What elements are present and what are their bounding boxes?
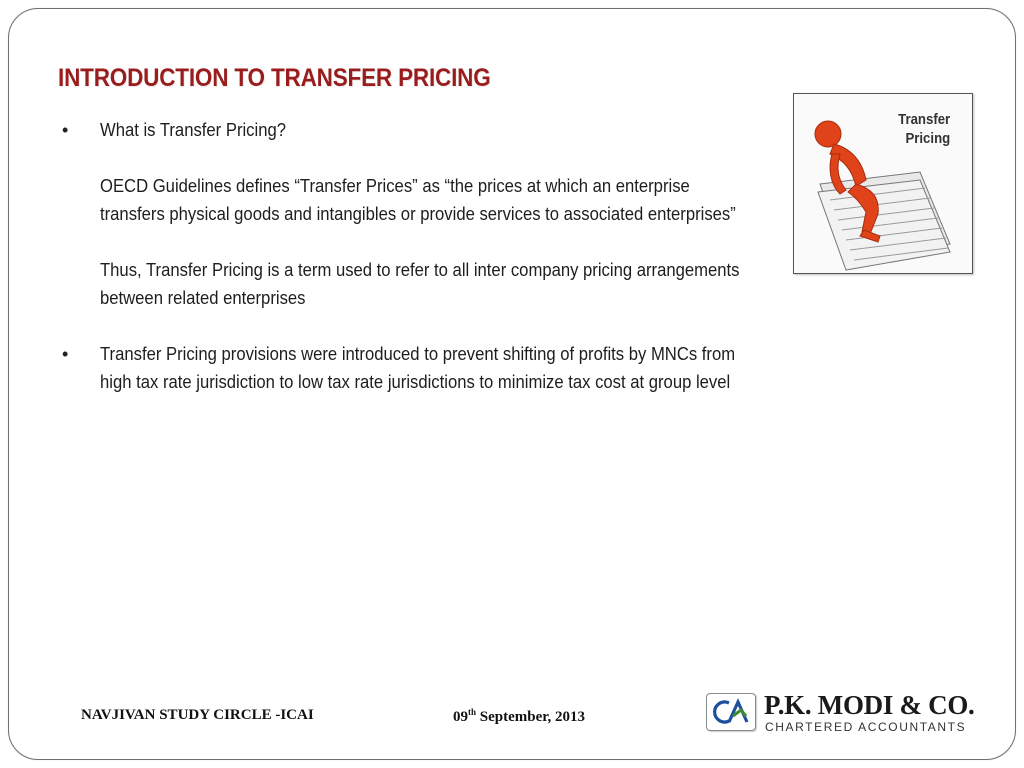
bullet-item: [62, 340, 762, 396]
firm-subtitle: CHARTERED ACCOUNTANTS: [765, 720, 967, 734]
illustration-label: [898, 110, 950, 148]
ca-logo-icon: [706, 693, 756, 731]
slide-title: INTRODUCTION TO TRANSFER PRICING: [58, 64, 491, 92]
bullet-dot: •: [62, 344, 69, 364]
bullet-dot: •: [62, 120, 69, 140]
slide-content: [62, 116, 762, 396]
footer-date: [453, 707, 585, 726]
ca-mark-icon: [707, 694, 755, 730]
bullet-heading: What is Transfer Pricing?: [100, 119, 286, 140]
illustration-label-line: Transfer: [897, 111, 950, 128]
date-day: 09: [453, 709, 468, 725]
bullet-paragraph: OECD Guidelines defines “Transfer Prices” as “the prices at which an enterprise transfers physical goods and intangibles or provide services to associated enterprises”: [100, 175, 736, 224]
firm-logo: [706, 690, 996, 740]
date-suffix: th: [468, 707, 477, 717]
firm-name: P.K. MODI & CO.: [764, 690, 975, 720]
date-rest: September, 2013: [476, 709, 586, 725]
transfer-pricing-illustration: [793, 93, 973, 274]
bullet-heading: Transfer Pricing provisions were introduced to prevent shifting of profits by MNCs from high tax rate jurisdiction to low tax rate jurisdictions to minimize tax cost at group level: [100, 343, 736, 392]
footer-organization: NAVJIVAN STUDY CIRCLE -ICAI: [81, 707, 314, 723]
bullet-item: [62, 116, 762, 312]
bullet-paragraph: Thus, Transfer Pricing is a term used to refer to all inter company pricing arrangements between related enterprises: [100, 259, 740, 308]
illustration-label-line: Pricing: [905, 130, 950, 147]
